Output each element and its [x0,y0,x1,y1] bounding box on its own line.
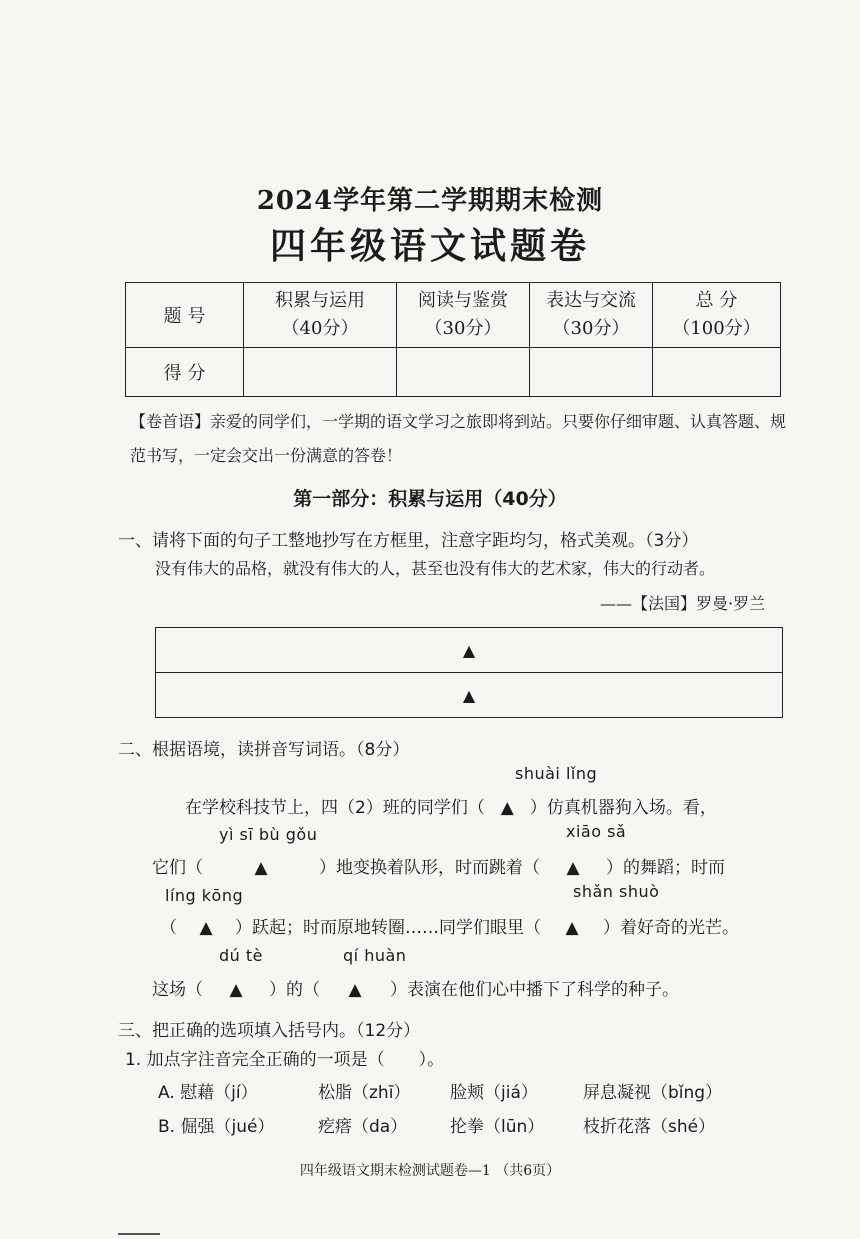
score-table-col-reading [397,283,530,348]
pinyin-dute: dú tè [219,946,263,965]
q1-quote: 没有伟大的品格，就没有伟大的人，甚至也没有伟大的艺术家，伟大的行动者。 [155,559,716,578]
q3-optA-4: 屏息凝视（bǐng） [583,1083,723,1103]
score-cell-accumulation[interactable] [244,348,397,397]
text: ）跃起；时而原地转圈……同学们眼里（ [235,918,541,938]
col-score: （30分） [552,318,630,339]
score-table-label-qnum: 题 号 [126,283,244,348]
blank-marker-icon[interactable]: ▲ [199,918,213,938]
blank-marker-icon[interactable]: ▲ [565,918,579,938]
q2-line4 [152,975,679,1000]
answer-line[interactable] [156,673,782,717]
blank-marker-icon[interactable]: ▲ [500,798,514,818]
text: ）的舞蹈；时而 [606,858,725,878]
col-score: （40分） [281,318,359,339]
answer-marker-icon: ▲ [462,685,476,705]
q3-optA-1: A. 慰藉（jí） [158,1083,258,1103]
pinyin-shuailing: shuài lǐng [515,764,598,783]
score-table-col-expression [530,283,653,348]
q1-prompt: 一、请将下面的句子工整地抄写在方框里，注意字距均匀，格式美观。（3分） [118,531,699,551]
col-name: 表达与交流 [546,290,636,311]
q1-answer-box[interactable] [155,627,783,718]
score-table-label-score: 得 分 [126,348,244,397]
blank-marker-icon[interactable]: ▲ [566,858,580,878]
pinyin-lingkong: líng kōng [165,886,244,905]
text: ）仿真机器狗入场。看， [529,798,717,818]
pinyin-shanshuo: shǎn shuò [573,882,660,901]
score-cell-reading[interactable] [397,348,530,397]
q2-line1 [185,793,717,818]
q2-prompt: 二、根据语境，读拼音写词语。（8分） [118,740,410,760]
exam-subtitle: 2024学年第二学期期末检测 [256,186,604,216]
q3-optB-3: 抡拳（lūn） [450,1117,545,1137]
score-cell-total[interactable] [653,348,781,397]
q3-optB-4: 枝折花落（shé） [583,1117,716,1137]
text: 这场（ [152,980,203,1000]
scan-artifact [118,1233,160,1235]
text: ）着好奇的光芒。 [603,918,739,938]
text: 在学校科技节上，四（2）班的同学们（ [185,798,485,818]
score-table-score-row [126,348,781,397]
text: ）地变换着队形，时而跳着（ [319,858,540,878]
preface-text: 【卷首语】亲爱的同学们，一学期的语文学习之旅即将到站。只要你仔细审题、认真答题、规范书写，一定会交出一份满意的答卷！ [130,412,787,465]
pinyin-xiaosa: xiāo sǎ [566,822,627,841]
blank-marker-icon[interactable]: ▲ [348,980,362,1000]
score-table [125,282,781,397]
page-footer: 四年级语文期末检测试题卷—1 （共6页） [299,1163,561,1179]
q3-optB-2: 疙瘩（da） [318,1117,408,1137]
text: 它们（ [152,858,203,878]
score-cell-expression[interactable] [530,348,653,397]
score-table-col-total [653,283,781,348]
answer-line[interactable] [156,628,782,673]
q3-prompt: 三、把正确的选项填入括号内。（12分） [118,1021,421,1041]
pinyin-qihuan: qí huàn [343,946,407,965]
q2-line2 [152,853,725,878]
text: ）的（ [269,980,320,1000]
score-table-col-accumulation [244,283,397,348]
q2-line3 [160,913,739,938]
text: ）表演在他们心中播下了科学的种子。 [390,980,679,1000]
blank-marker-icon[interactable]: ▲ [229,980,243,1000]
q3-optA-2: 松脂（zhī） [318,1083,411,1103]
col-name: 总 分 [695,290,738,311]
exam-title: 四年级语文试题卷 [269,225,590,267]
text: （ [160,918,177,938]
q1-author: ——【法国】罗曼·罗兰 [600,594,766,613]
pinyin-yisibugou: yì sī bù gǒu [219,825,318,844]
q3-optB-1: B. 倔强（jué） [158,1117,275,1137]
col-score: （100分） [672,318,761,339]
score-table-header-row [126,283,781,348]
part1-heading: 第一部分：积累与运用（40分） [293,488,567,510]
answer-marker-icon: ▲ [462,640,476,660]
q3-sub1: 1. 加点字注音完全正确的一项是（ ）。 [125,1050,445,1070]
q3-optA-3: 脸颊（jiá） [450,1083,538,1103]
col-name: 积累与运用 [275,290,365,311]
col-score: （30分） [424,318,502,339]
blank-marker-icon[interactable]: ▲ [254,858,268,878]
col-name: 阅读与鉴赏 [418,290,508,311]
